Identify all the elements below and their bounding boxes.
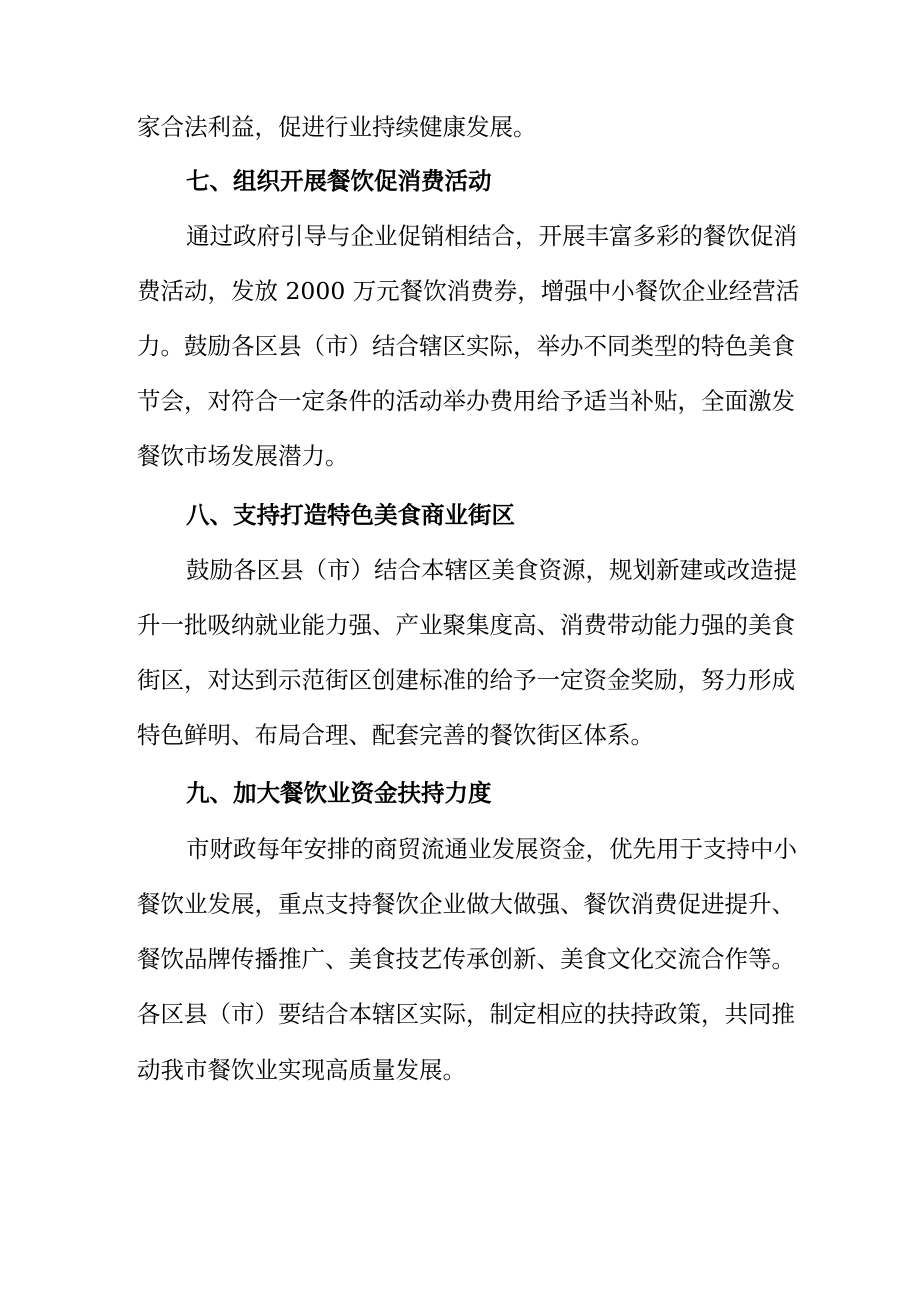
section-heading-8: 八、支持打造特色美食商业街区 — [186, 501, 515, 529]
paragraph-line: 特色鲜明、布局合理、配套完善的餐饮街区体系。 — [137, 721, 654, 749]
section-heading-9: 九、加大餐饮业资金扶持力度 — [186, 779, 492, 807]
paragraph-line: 费活动，发放 2000 万元餐饮消费券，增强中小餐饮企业经营活 — [137, 277, 800, 305]
paragraph-line: 节会，对符合一定条件的活动举办费用给予适当补贴，全面激发 — [137, 387, 795, 415]
paragraph-line: 餐饮业发展，重点支持餐饮企业做大做强、餐饮消费促进提升、 — [137, 890, 795, 918]
paragraph-line: 市财政每年安排的商贸流通业发展资金，优先用于支持中小 — [186, 835, 797, 863]
paragraph-line: 升一批吸纳就业能力强、产业聚集度高、消费带动能力强的美食 — [137, 611, 795, 639]
paragraph-line: 动我市餐饮业实现高质量发展。 — [137, 1056, 466, 1084]
paragraph-line: 鼓励各区县（市）结合本辖区美食资源，规划新建或改造提 — [186, 556, 797, 584]
section-heading-7: 七、组织开展餐饮促消费活动 — [186, 167, 492, 195]
paragraph-line: 通过政府引导与企业促销相结合，开展丰富多彩的餐饮促消 — [186, 222, 797, 250]
paragraph-line: 力。鼓励各区县（市）结合辖区实际，举办不同类型的特色美食 — [137, 332, 795, 360]
paragraph-line: 家合法利益，促进行业持续健康发展。 — [137, 113, 537, 141]
paragraph-line: 餐饮市场发展潜力。 — [137, 442, 349, 470]
paragraph-line: 街区，对达到示范街区创建标准的给予一定资金奖励，努力形成 — [137, 666, 795, 694]
paragraph-line: 各区县（市）要结合本辖区实际，制定相应的扶持政策，共同推 — [137, 1000, 795, 1028]
paragraph-line: 餐饮品牌传播推广、美食技艺传承创新、美食文化交流合作等。 — [137, 945, 795, 973]
